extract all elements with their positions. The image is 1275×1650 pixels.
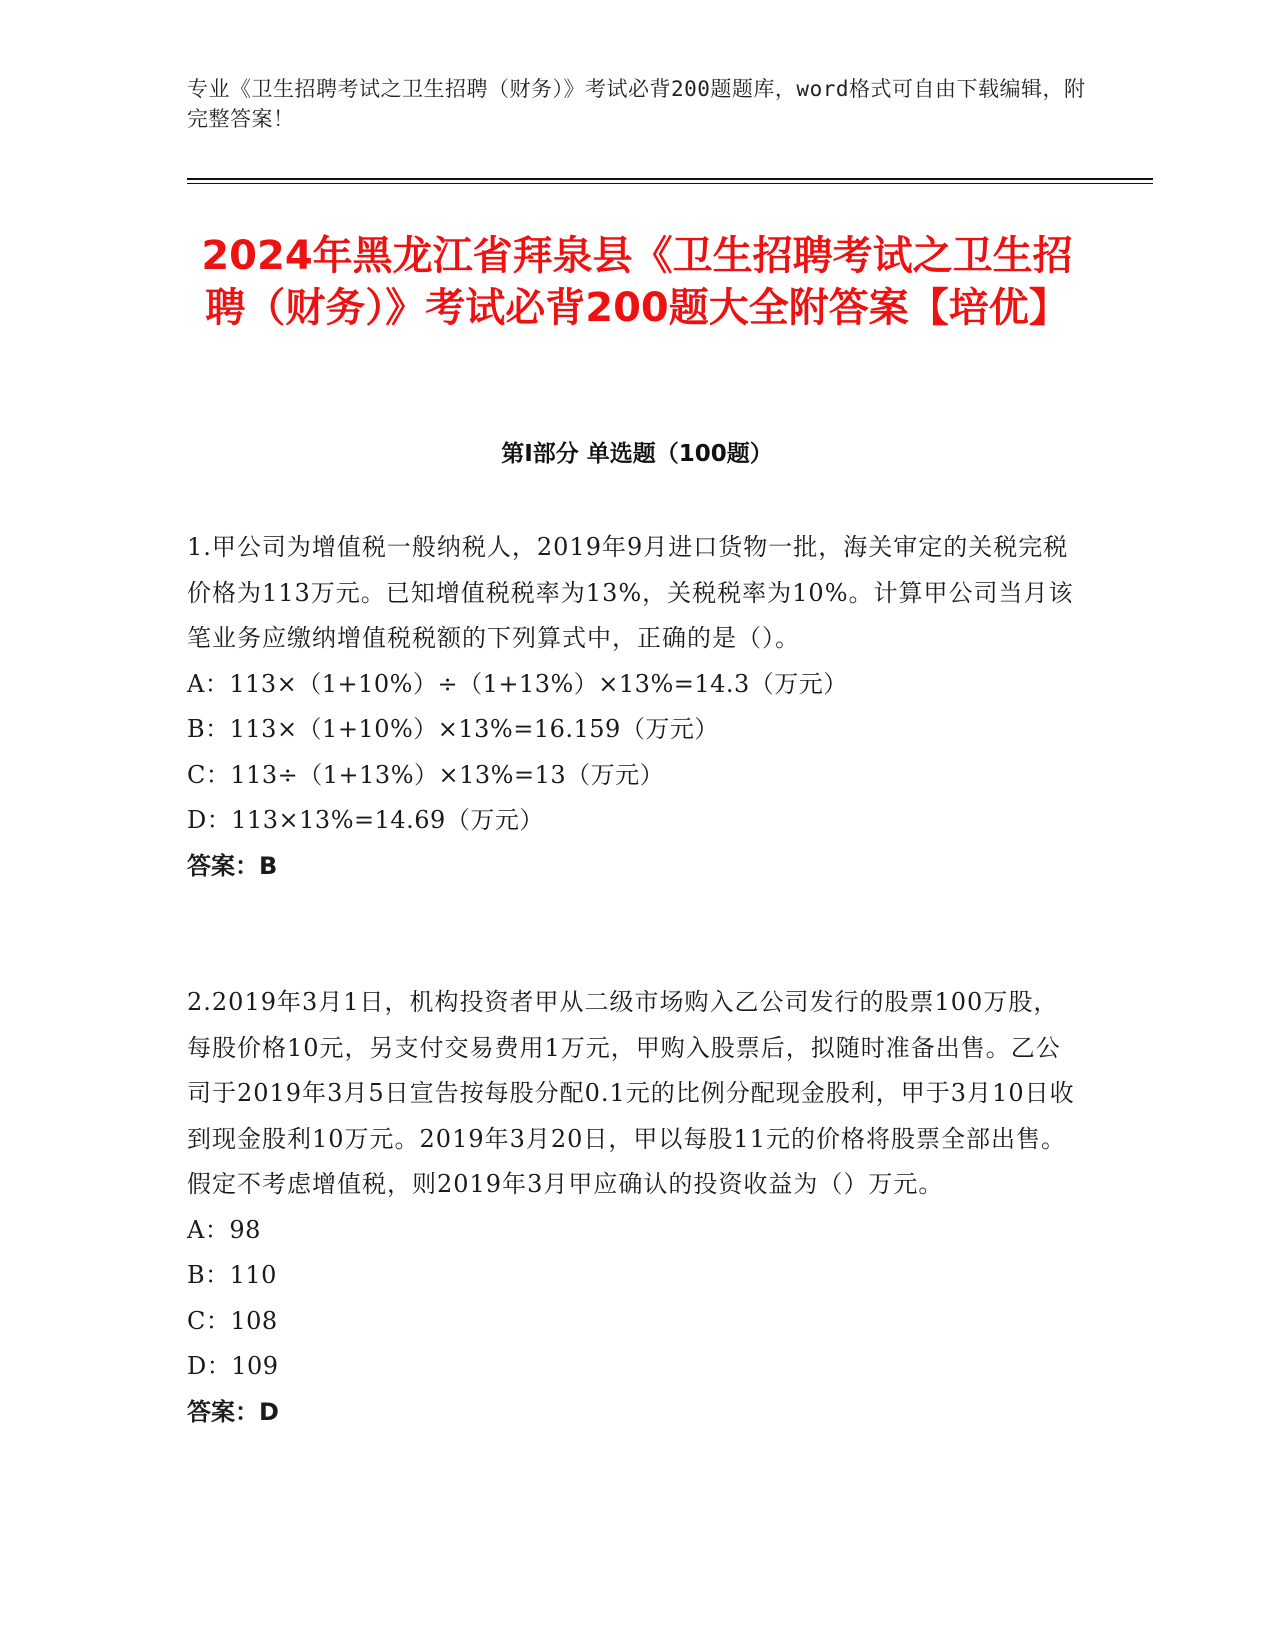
question-1-text: 1.甲公司为增值税一般纳税人，2019年9月进口货物一批，海关审定的关税完税价格为113万元。已知增值税税率为13%，关税税率为10%。计算甲公司当月该笔业务应缴纳增值税税额的下列算式中，正确的是（）。 bbox=[187, 533, 1074, 652]
question-2-option-b: B：110 bbox=[187, 1261, 277, 1289]
question-1-option-d: D：113×13%=14.69（万元） bbox=[187, 806, 544, 834]
document-title: 2024年黑龙江省拜泉县《卫生招聘考试之卫生招聘（财务）》考试必背200题大全附答案【培优】 bbox=[201, 233, 1073, 331]
question-1-answer: 答案：B bbox=[187, 851, 278, 880]
question-1 bbox=[187, 525, 1077, 889]
header-note: 专业《卫生招聘考试之卫生招聘（财务）》考试必背200题题库，word格式可自由下载编辑，附完整答案！ bbox=[187, 77, 1086, 131]
question-2-option-a: A：98 bbox=[187, 1215, 261, 1244]
header-divider-thin bbox=[187, 183, 1153, 184]
question-2-text: 2.2019年3月1日，机构投资者甲从二级市场购入乙公司发行的股票100万股，每股价格10元，另支付交易费用1万元，甲购入股票后，拟随时准备出售。乙公司于2019年3月5日宣告按每股分配0.1元的比例分配现金股利，甲于3月10日收到现金股利10万元。2019年3月20日，甲以每股11元的价格将股票全部出售。假定不考虑增值税，则2019年3月甲应确认的投资收益为（）万元。 bbox=[187, 988, 1075, 1198]
question-2 bbox=[187, 980, 1077, 1435]
section-title: 第Ⅰ部分 单选题（100题） bbox=[501, 441, 773, 467]
question-2-option-d: D：109 bbox=[187, 1352, 279, 1380]
question-2-answer: 答案：D bbox=[187, 1397, 279, 1426]
question-1-option-b: B：113×（1+10%）×13%=16.159（万元） bbox=[187, 715, 719, 743]
question-1-option-c: C：113÷（1+13%）×13%=13（万元） bbox=[187, 760, 665, 789]
question-2-option-c: C：108 bbox=[187, 1306, 278, 1335]
question-1-option-a: A：113×（1+10%）÷（1+13%）×13%=14.3（万元） bbox=[187, 669, 848, 698]
header-divider-thick bbox=[187, 178, 1153, 180]
